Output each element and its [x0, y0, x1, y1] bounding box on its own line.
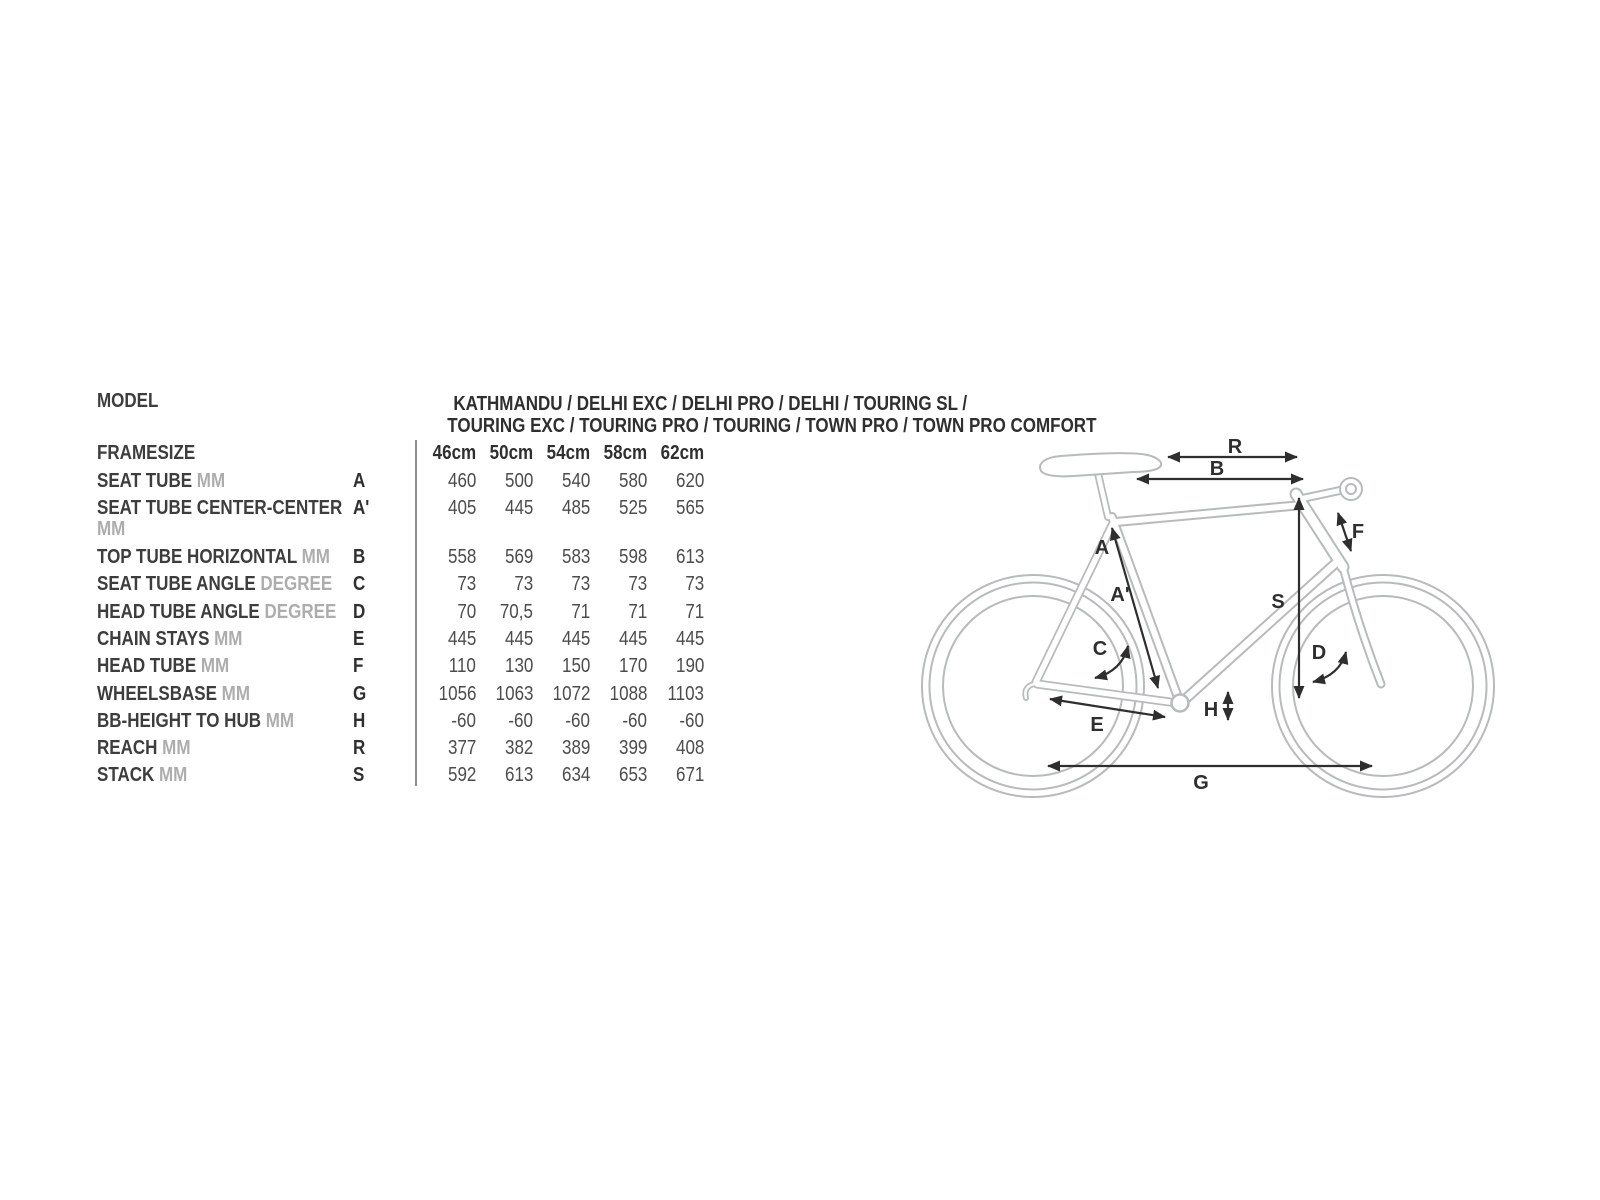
row-unit: MM [159, 764, 188, 786]
row-letter: S [353, 764, 365, 786]
row-unit: MM [162, 737, 191, 759]
cell: 73 [514, 573, 533, 595]
cell: 1063 [495, 683, 533, 705]
cell: -60 [679, 710, 704, 732]
cell: 408 [675, 737, 704, 759]
table-row-chain-stays [97, 626, 711, 653]
framesize-62: 62cm [660, 442, 704, 464]
cell: 580 [618, 470, 647, 492]
row-letter: C [353, 573, 366, 595]
bike-geometry-diagram [890, 420, 1510, 810]
cell: 445 [561, 628, 590, 650]
label-H: H [1203, 699, 1219, 721]
cell: 190 [675, 655, 704, 677]
label-R: R [1227, 436, 1243, 458]
row-letter: H [353, 710, 366, 732]
table-row-seat-tube [97, 468, 711, 495]
table-row-reach [97, 735, 711, 762]
cell: 620 [675, 470, 704, 492]
cell: 73 [628, 573, 647, 595]
cell: 634 [561, 764, 590, 786]
cell: 671 [675, 764, 704, 786]
row-unit: MM [196, 470, 226, 492]
label-A-prime: A' [1110, 584, 1130, 606]
cell: 583 [561, 546, 590, 568]
row-unit: MM [301, 546, 330, 568]
row-label: TOP TUBE HORIZONTAL [97, 546, 297, 568]
cell: 110 [448, 655, 476, 677]
row-unit: MM [214, 628, 243, 650]
cell: 73 [571, 573, 590, 595]
cell: 399 [618, 737, 647, 759]
cell: -60 [565, 710, 590, 732]
row-letter: E [353, 628, 365, 650]
cell: 445 [618, 628, 647, 650]
model-row-label-text: MODEL [97, 390, 159, 412]
table-row-stack [97, 762, 711, 789]
cell: 405 [447, 497, 476, 519]
cell: -60 [451, 710, 476, 732]
model-row-label [97, 391, 169, 411]
cell: 558 [447, 546, 476, 568]
label-E: E [1090, 714, 1104, 736]
table-row-bb-height [97, 708, 711, 735]
row-label: SEAT TUBE CENTER-CENTER [97, 497, 343, 519]
row-letter: D [353, 601, 366, 623]
cell: 389 [561, 737, 590, 759]
cell: 592 [447, 764, 476, 786]
row-unit: MM [221, 683, 251, 705]
cell: 71 [571, 601, 590, 623]
cell: 377 [447, 737, 476, 759]
cell: 1056 [438, 683, 476, 705]
framesize-header-row [97, 440, 711, 467]
cell: 613 [504, 764, 533, 786]
cell: 540 [561, 470, 590, 492]
cell: 445 [504, 497, 533, 519]
cell: 598 [618, 546, 647, 568]
table-row-head-tube [97, 653, 711, 680]
label-S: S [1271, 591, 1285, 613]
row-letter: G [353, 683, 367, 705]
cell: 653 [618, 764, 647, 786]
cell: 525 [618, 497, 647, 519]
table-row-wheelbase [97, 681, 711, 708]
row-unit: DEGREE [260, 573, 333, 595]
label-D: D [1311, 642, 1327, 664]
row-unit: MM [97, 518, 126, 540]
model-names-line1: KATHMANDU / DELHI EXC / DELHI PRO / DELHI / TOURING SL / [453, 393, 967, 415]
cell: 70 [457, 601, 476, 623]
cell: 1103 [667, 683, 704, 705]
cell: 71 [628, 601, 647, 623]
cell: 73 [685, 573, 704, 595]
cell: 565 [675, 497, 704, 519]
frame-outline [1025, 469, 1381, 703]
row-label: SEAT TUBE [97, 470, 193, 492]
cell: 70,5 [499, 601, 533, 623]
row-unit: MM [265, 710, 295, 732]
row-label: BB-HEIGHT TO HUB [97, 710, 262, 732]
row-label: WHEELSBASE [97, 683, 217, 705]
row-label: CHAIN STAYS [97, 628, 210, 650]
label-B: B [1209, 458, 1225, 480]
label-F: F [1351, 521, 1365, 543]
model-names-line2: TOURING EXC / TOURING PRO / TOURING / TOWN PRO / TOWN PRO COMFORT [447, 414, 1097, 437]
cell: 445 [447, 628, 476, 650]
row-letter: A [353, 470, 366, 492]
saddle [1040, 453, 1161, 476]
row-label: STACK [97, 764, 155, 786]
framesize-58: 58cm [603, 442, 647, 464]
cell: 569 [504, 546, 533, 568]
cell: -60 [508, 710, 533, 732]
label-C: C [1092, 638, 1108, 660]
cell: 485 [561, 497, 590, 519]
row-label: HEAD TUBE [97, 655, 197, 677]
cell: 170 [618, 655, 647, 677]
row-label: REACH [97, 737, 158, 759]
label-A: A [1094, 537, 1110, 559]
table-row-seat-tube-cc [97, 495, 711, 540]
framesize-50: 50cm [489, 442, 533, 464]
head-tube-arrow [1338, 513, 1351, 551]
row-letter: B [353, 546, 366, 568]
framesize-46: 46cm [432, 442, 476, 464]
row-letter: R [353, 737, 366, 759]
cell: 382 [504, 737, 533, 759]
cell: 445 [675, 628, 704, 650]
cell: 613 [675, 546, 704, 568]
row-label: HEAD TUBE ANGLE [97, 601, 260, 623]
framesize-54: 54cm [546, 442, 590, 464]
bottom-bracket [1172, 695, 1189, 712]
cell: 1088 [609, 683, 647, 705]
row-letter: F [353, 655, 364, 677]
row-unit: MM [200, 655, 230, 677]
handlebar-clamp [1340, 478, 1362, 500]
cell: 73 [457, 573, 476, 595]
cell: 460 [447, 470, 476, 492]
row-unit: DEGREE [264, 601, 337, 623]
table-row-seat-angle [97, 571, 711, 598]
cell: 445 [504, 628, 533, 650]
cell: 71 [685, 601, 704, 623]
table-row-head-angle [97, 599, 711, 626]
cell: 1072 [552, 683, 590, 705]
cell: 130 [504, 655, 533, 677]
table-row-top-tube [97, 544, 711, 571]
row-label: SEAT TUBE ANGLE [97, 573, 256, 595]
framesize-label: FRAMESIZE [97, 442, 196, 464]
cell: 150 [561, 655, 590, 677]
label-G: G [1193, 772, 1209, 794]
row-letter: A' [353, 497, 370, 519]
cell: -60 [622, 710, 647, 732]
cell: 500 [504, 470, 533, 492]
